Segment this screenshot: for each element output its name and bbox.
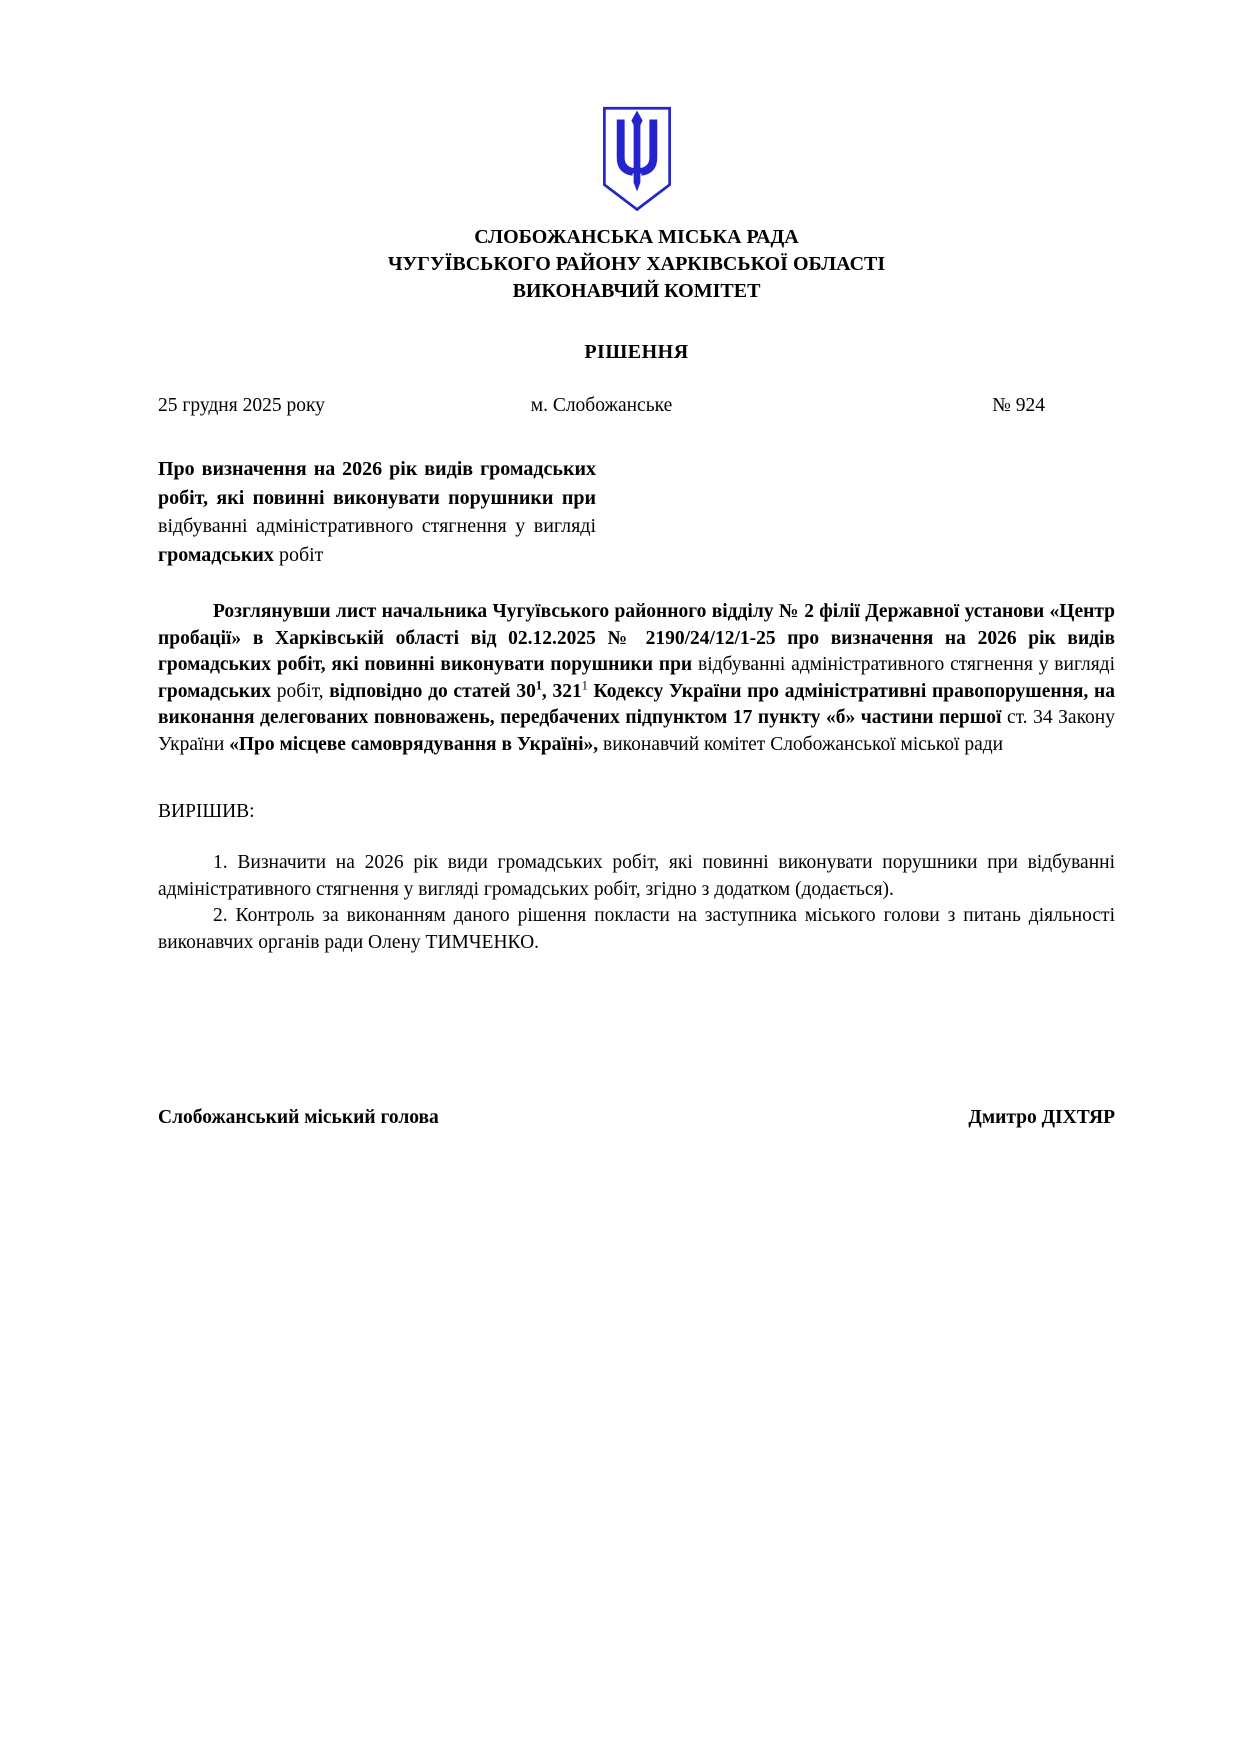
- document-meta-row: [158, 395, 1115, 417]
- decision-place: м. Слобожанське: [530, 395, 673, 416]
- resolution-items: [158, 850, 1115, 956]
- trident-base: [626, 168, 646, 192]
- trident-center-prong: [631, 111, 642, 171]
- resolved-label: ВИРІШИВ:: [158, 801, 255, 822]
- decision-number: № 924: [992, 395, 1046, 416]
- ukraine-trident-emblem-icon: [601, 106, 673, 214]
- resolution-item-2: 2. Контроль за виконанням даного рішення покласти на заступника міського голови з питань діяльності виконавчих органів ради Олену ТИМЧЕНКО.: [158, 905, 1115, 953]
- signature-row: [158, 1106, 1115, 1130]
- emblem-container: [158, 106, 1115, 216]
- decision-date: 25 грудня 2025 року: [158, 395, 325, 416]
- organization-header: [158, 224, 1115, 305]
- signatory-position: Слобожанський міський голова: [158, 1107, 439, 1128]
- document-type-title: РІШЕННЯ: [584, 341, 689, 363]
- resolution-item-1: 1. Визначити на 2026 рік види громадських робіт, які повинні виконувати порушники при відбуванні адміністративного стягнення у вигляді громадських робіт, згідно з додатком (додається).: [158, 852, 1115, 900]
- org-name-line3: ВИКОНАВЧИЙ КОМІТЕТ: [512, 280, 761, 302]
- trident-left-prong: [616, 120, 632, 176]
- trident-right-prong: [641, 120, 657, 176]
- org-name-line2: ЧУГУЇВСЬКОГО РАЙОНУ ХАРКІВСЬКОЇ ОБЛАСТІ: [387, 253, 886, 275]
- org-name-line1: СЛОБОЖАНСЬКА МІСЬКА РАДА: [474, 226, 799, 248]
- subject-paragraph: Про визначення на 2026 рік видів громадських робіт, які повинні виконувати порушники при відбуванні адміністративного стягнення у вигляді громадських робіт: [158, 458, 596, 566]
- preamble-paragraph: Розглянувши лист начальника Чугуївського районного відділу № 2 філії Державної установи «Центр пробації» в Харківській області від 02.12.2025 № 2190/24/12/1-25 про визначення на 2026 рік видів громадських робіт, які повинні виконувати порушники при відбуванні адміністративного стягнення у вигляді громадських робіт, відповідно до статей $30^1$, $321^1$ Кодексу України про адміністративні правопорушення, на виконання делегованих повноважень, передбачених підпунктом 17 пункту «б» частини першої ст. 34 Закону України «Про місцеве самоврядування в Україні», виконавчий комітет Слобожанської міської ради: [158, 601, 1116, 755]
- signatory-name: Дмитро ДІХТЯР: [968, 1107, 1115, 1128]
